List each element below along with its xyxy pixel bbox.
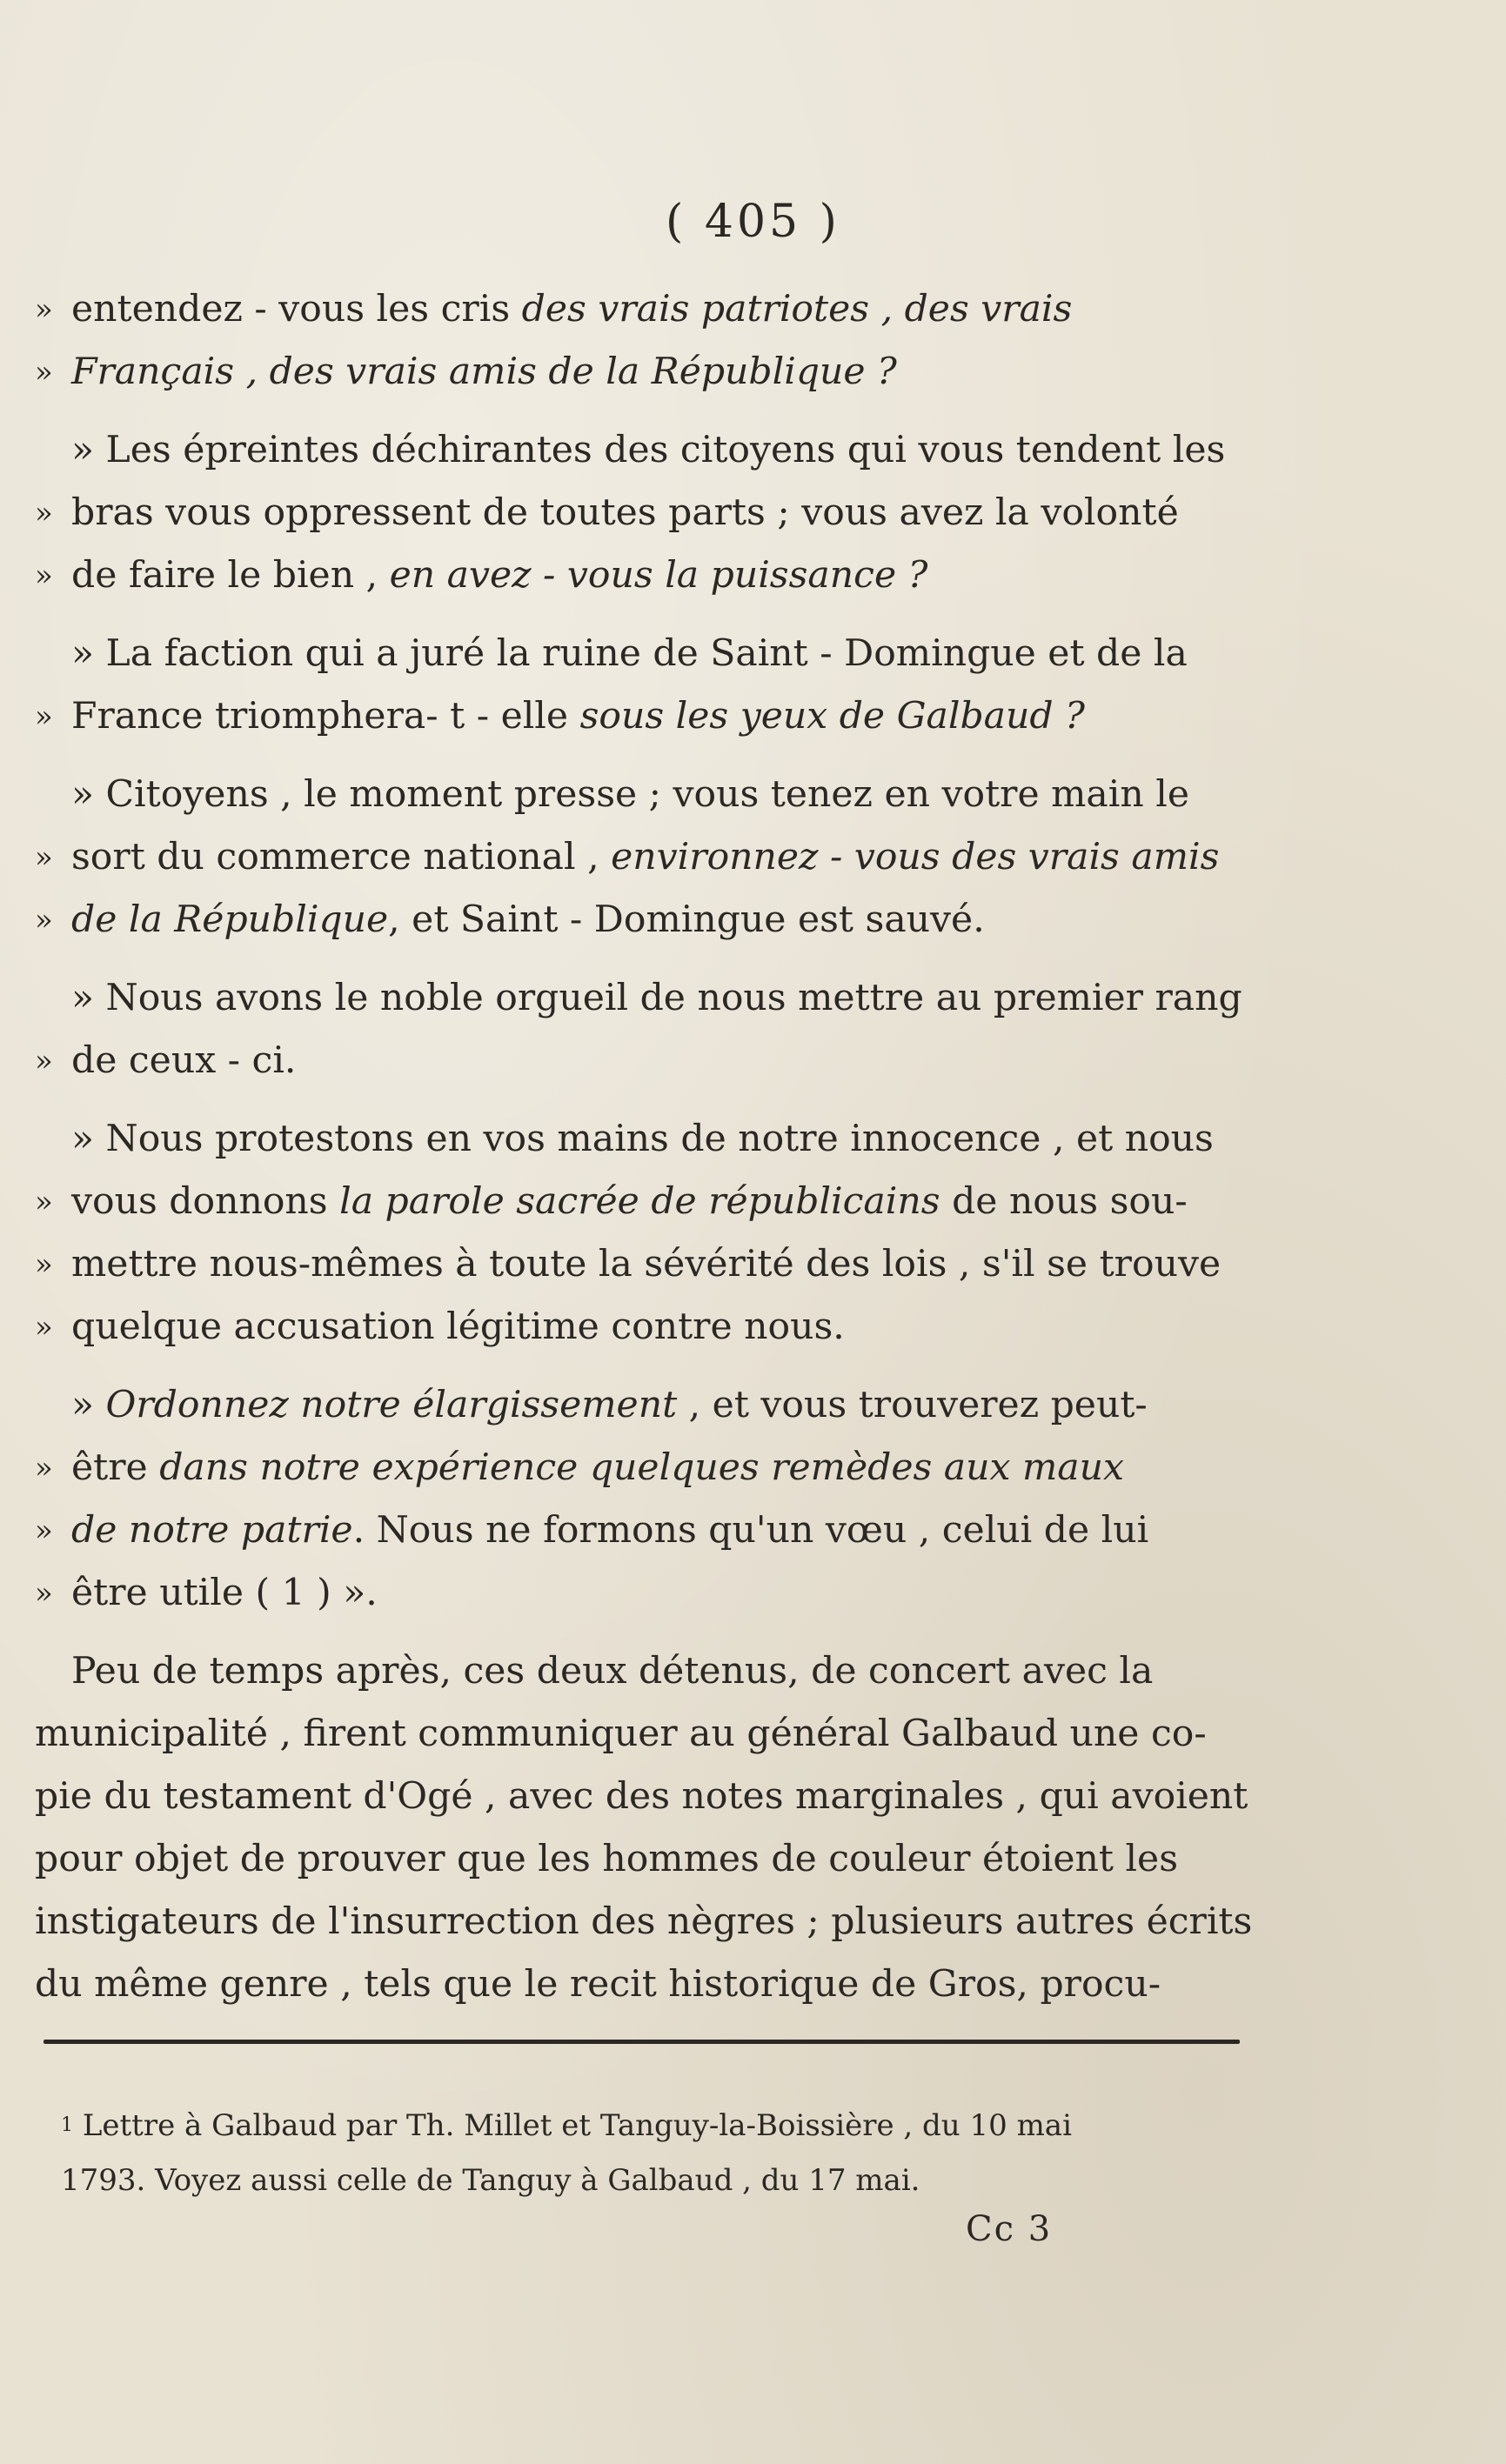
line-roman-text: de ceux - ci.	[71, 1039, 297, 1082]
line-italic-text: de notre patrie	[71, 1509, 353, 1552]
quote-mark: »	[35, 840, 53, 875]
line-roman-text: bras vous oppressent de toutes parts ; vous avez la volonté	[71, 491, 1179, 534]
quote-mark: »	[35, 1185, 53, 1219]
text-line	[71, 1030, 1263, 1092]
footnote-number: 1	[61, 2114, 73, 2136]
text-line	[71, 1437, 1263, 1499]
quote-mark: »	[35, 699, 53, 734]
line-roman-text: pour objet de prouver que les hommes de couleur étoient les	[35, 1838, 1179, 1880]
text-line	[71, 341, 1263, 404]
line-roman-text: du même genre , tels que le recit historique de Gros, procu-	[35, 1963, 1161, 2006]
line-italic-text: Ordonnez notre élargissement	[105, 1384, 678, 1426]
quote-mark: »	[35, 1310, 53, 1345]
signature-mark: Cc 3	[966, 2209, 1053, 2249]
line-roman-text: » Les épreintes déchirantes des citoyens qui vous tendent les	[71, 429, 1226, 471]
line-roman-text: »	[71, 1384, 106, 1426]
line-roman-text: sort du commerce national ,	[71, 836, 612, 878]
text-line	[35, 1703, 1227, 1766]
line-roman-text: être	[71, 1446, 160, 1489]
line-roman-text: » Citoyens , le moment presse ; vous tenez en votre main le	[71, 773, 1189, 816]
text-line	[71, 1233, 1263, 1296]
line-roman-text: » Nous avons le noble orgueil de nous mettre au premier rang	[71, 977, 1242, 1019]
quote-mark: »	[35, 558, 53, 593]
line-italic-text: environnez - vous des vrais amis	[611, 836, 1220, 878]
text-line	[71, 1108, 1263, 1171]
footnote-line-2	[61, 2155, 1279, 2206]
line-italic-text: sous les yeux de Galbaud ?	[579, 695, 1085, 738]
text-line	[35, 1766, 1248, 1828]
line-italic-text: Français , des vrais amis de la République ?	[71, 351, 897, 393]
text-line	[71, 1640, 1263, 1703]
line-roman-text: » Nous protestons en vos mains de notre innocence , et nous	[71, 1118, 1214, 1160]
line-roman-text: entendez - vous les cris	[71, 288, 522, 331]
page-number-header: ( 405 )	[666, 196, 840, 248]
line-roman-text: de faire le bien ,	[71, 554, 390, 597]
line-roman-text: être utile ( 1 ) ».	[71, 1572, 378, 1614]
text-line	[71, 419, 1263, 482]
text-line	[71, 764, 1263, 826]
text-line	[71, 1499, 1263, 1562]
quote-mark: »	[35, 1247, 53, 1282]
line-roman-text: quelque accusation légitime contre nous.	[71, 1305, 845, 1348]
line-roman-text: instigateurs de l'insurrection des nègres ; plusieurs autres écrits	[35, 1900, 1253, 1943]
text-line	[71, 278, 1263, 341]
line-italic-text: la parole sacrée de républicains	[339, 1180, 940, 1223]
text-line	[71, 544, 1263, 607]
text-line	[71, 1374, 1263, 1437]
quote-mark: »	[35, 496, 53, 531]
text-line	[35, 1891, 1253, 1953]
text-line	[71, 1296, 1263, 1359]
line-roman-text: pie du testament d'Ogé , avec des notes marginales , qui avoient	[35, 1775, 1248, 1818]
line-roman-text: France triomphera- t - elle	[71, 695, 580, 738]
text-line	[71, 623, 1263, 685]
line-tail-text: . Nous ne formons qu'un vœu , celui de lui	[352, 1509, 1149, 1552]
line-tail-text: de nous sou-	[940, 1180, 1188, 1223]
line-roman-text: municipalité , firent communiquer au général Galbaud une co-	[35, 1713, 1207, 1755]
line-roman-text: Peu de temps après, ces deux détenus, de concert avec la	[71, 1650, 1154, 1693]
line-roman-text: mettre nous-mêmes à toute la sévérité des lois , s'il se trouve	[71, 1243, 1222, 1285]
text-line	[71, 1562, 1263, 1625]
footnote-rule	[44, 2040, 1240, 2044]
footnote-text-1: Lettre à Galbaud par Th. Millet et Tanguy-la-Boissière , du 10 mai	[82, 2108, 1072, 2143]
line-tail-text: , et Saint - Domingue est sauvé.	[388, 898, 985, 941]
quote-mark: »	[35, 1513, 53, 1548]
text-line	[71, 1171, 1263, 1233]
line-italic-text: des vrais patriotes , des vrais	[521, 288, 1073, 331]
line-tail-text: , et vous trouverez peut-	[677, 1384, 1148, 1426]
quote-mark: »	[35, 1576, 53, 1611]
text-line	[71, 967, 1263, 1030]
text-line	[71, 826, 1263, 889]
line-italic-text: dans notre expérience quelques remèdes aux maux	[159, 1446, 1124, 1489]
quote-mark: »	[35, 903, 53, 938]
footnote-line-1	[61, 2100, 1279, 2151]
quote-mark: »	[35, 1044, 53, 1078]
quote-mark: »	[35, 292, 53, 327]
text-line	[35, 1953, 1227, 2016]
quote-mark: »	[35, 1451, 53, 1486]
line-roman-text: vous donnons	[71, 1180, 340, 1223]
quote-mark: »	[35, 355, 53, 390]
line-roman-text: » La faction qui a juré la ruine de Saint - Domingue et de la	[71, 632, 1188, 675]
line-italic-text: de la République	[71, 898, 389, 941]
text-line	[35, 1828, 1227, 1891]
text-line	[71, 685, 1263, 748]
text-line	[71, 482, 1263, 544]
line-italic-text: en avez - vous la puissance ?	[389, 554, 928, 597]
text-line	[71, 889, 1263, 952]
footnote-text-2: 1793. Voyez aussi celle de Tanguy à Galbaud , du 17 mai.	[61, 2163, 920, 2198]
